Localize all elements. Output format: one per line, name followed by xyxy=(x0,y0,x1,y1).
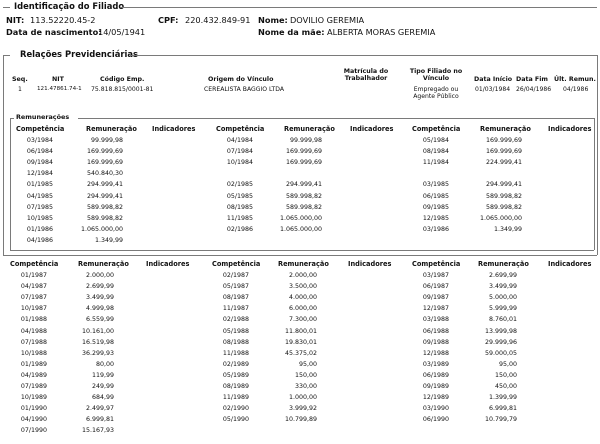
cell-competencia: 07/1985 xyxy=(26,203,54,211)
cell-remuneracao: 10.161,00 xyxy=(81,327,114,335)
cell-competencia: 05/1990 xyxy=(222,416,250,424)
table-row xyxy=(0,372,600,383)
cell-competencia: 03/1986 xyxy=(422,225,450,233)
cell-competencia: 01/1986 xyxy=(26,225,54,233)
header-indicadores: Indicadores xyxy=(152,125,196,133)
cell-remuneracao: 1.065.000,00 xyxy=(80,225,123,233)
cell-remuneracao: 2.499,97 xyxy=(85,405,114,413)
header-nit: NIT xyxy=(52,76,64,83)
cell-remuneracao: 169.999,69 xyxy=(86,148,123,156)
cell-remuneracao: 1.349,99 xyxy=(493,225,522,233)
cell-competencia: 03/1990 xyxy=(422,405,450,413)
cell-remuneracao: 10.799,79 xyxy=(484,416,517,424)
cell-remuneracao: 1.349,99 xyxy=(94,236,123,244)
cell-remuneracao: 3.999,92 xyxy=(288,405,317,413)
cell-remuneracao: 294.999,41 xyxy=(86,181,123,189)
cell-competencia: 11/1985 xyxy=(226,214,254,222)
cell-remuneracao: 80,00 xyxy=(95,360,114,368)
cell-competencia: 07/1990 xyxy=(20,427,48,435)
cell-competencia: 06/1990 xyxy=(422,416,450,424)
cell-remuneracao: 150,00 xyxy=(294,371,317,379)
cell-competencia: 08/1985 xyxy=(226,203,254,211)
cell-competencia: 08/1987 xyxy=(222,294,250,302)
cell-remuneracao: 589.998,82 xyxy=(485,192,522,200)
cpf-value: 220.432.849-91 xyxy=(185,15,251,25)
cell-remuneracao: 6.000,00 xyxy=(288,305,317,313)
nome-value: DOVILIO GEREMIA xyxy=(290,15,365,25)
cell-remuneracao: 6.559,99 xyxy=(85,316,114,324)
cell-competencia: 07/1987 xyxy=(20,294,48,302)
cell-seq: 1 xyxy=(18,86,22,93)
cell-remuneracao: 589.998,82 xyxy=(285,192,322,200)
cell-remuneracao: 13.999,98 xyxy=(484,327,517,335)
header-data-fim: Data Fim xyxy=(516,76,548,83)
table-row xyxy=(0,394,600,405)
cell-competencia: 05/1987 xyxy=(222,283,250,291)
nit-value: 113.52220.45-2 xyxy=(30,15,96,25)
cpf-label: CPF: xyxy=(158,15,179,25)
table-row xyxy=(0,283,600,294)
cell-competencia: 05/1989 xyxy=(222,371,250,379)
cell-competencia: 02/1986 xyxy=(226,225,254,233)
cell-competencia: 02/1985 xyxy=(226,181,254,189)
cell-competencia: 11/1989 xyxy=(222,394,250,402)
cell-competencia: 06/1987 xyxy=(422,283,450,291)
cell-competencia: 04/1989 xyxy=(20,371,48,379)
cell-competencia: 09/1987 xyxy=(422,294,450,302)
table-row xyxy=(0,350,600,361)
cell-competencia: 10/1984 xyxy=(226,159,254,167)
table-row xyxy=(0,170,600,181)
cell-competencia: 12/1984 xyxy=(26,170,54,178)
cell-remuneracao: 6.999,81 xyxy=(488,405,517,413)
frame-line xyxy=(3,55,10,56)
cell-remuneracao: 5.000,00 xyxy=(488,294,517,302)
cell-competencia: 04/1986 xyxy=(26,236,54,244)
header-indicadores: Indicadores xyxy=(146,260,190,268)
cell-data-inicio: 01/03/1984 xyxy=(475,86,511,93)
header-indicadores: Indicadores xyxy=(548,260,592,268)
cell-competencia: 12/1987 xyxy=(422,305,450,313)
table-row xyxy=(0,137,600,148)
table-row xyxy=(0,181,600,192)
cell-competencia: 09/1989 xyxy=(422,383,450,390)
header-tipo: Tipo Filiado no Vínculo xyxy=(409,68,463,83)
cell-competencia: 01/1987 xyxy=(20,272,48,279)
cell-competencia: 12/1988 xyxy=(422,349,450,357)
cell-remuneracao: 16.519,98 xyxy=(81,338,114,346)
cell-remuneracao: 1.399,99 xyxy=(488,394,517,402)
cell-competencia: 02/1987 xyxy=(222,272,250,279)
cell-competencia: 10/1989 xyxy=(20,394,48,402)
cell-competencia: 06/1989 xyxy=(422,371,450,379)
section-title-relacoes: Relações Previdenciárias xyxy=(20,49,138,59)
cell-competencia: 01/1988 xyxy=(20,316,48,324)
header-remuneracao: Remuneração xyxy=(480,125,531,133)
cell-competencia: 06/1984 xyxy=(26,148,54,156)
header-ult-remun: Últ. Remun. xyxy=(554,76,596,83)
cell-remuneracao: 119,99 xyxy=(91,371,114,379)
header-matricula: Matrícula do Trabalhador xyxy=(343,68,389,83)
cell-remuneracao: 8.760,01 xyxy=(488,316,517,324)
header-data-inicio: Data Início xyxy=(474,76,513,83)
cell-remuneracao: 59.000,05 xyxy=(484,349,517,357)
cell-competencia: 10/1985 xyxy=(26,214,54,222)
header-competencia: Competência xyxy=(10,260,59,268)
cell-competencia: 07/1989 xyxy=(20,383,48,390)
header-origem: Origem do Vínculo xyxy=(208,76,274,83)
cell-competencia: 08/1984 xyxy=(422,148,450,156)
cell-remuneracao: 7.300,00 xyxy=(288,316,317,324)
cell-remuneracao: 95,00 xyxy=(298,360,317,368)
cell-remuneracao: 540.840,30 xyxy=(86,170,123,178)
cell-remuneracao: 29.999,96 xyxy=(484,338,517,346)
table-row xyxy=(0,204,600,215)
header-indicadores: Indicadores xyxy=(548,125,592,133)
header-competencia: Competência xyxy=(16,125,65,133)
cell-competencia: 07/1984 xyxy=(226,148,254,156)
cell-remuneracao: 169.999,69 xyxy=(285,148,322,156)
cell-competencia: 09/1984 xyxy=(26,159,54,167)
cell-ult-remun: 04/1986 xyxy=(563,86,589,93)
header-remuneracao: Remuneração xyxy=(284,125,335,133)
cell-remuneracao: 45.375,02 xyxy=(284,349,317,357)
nascimento-value: 14/05/1941 xyxy=(98,27,146,37)
header-remuneracao: Remuneração xyxy=(278,260,329,268)
table-row xyxy=(0,294,600,305)
mae-label: Nome da mãe: xyxy=(258,27,325,37)
cell-remuneracao: 4.000,00 xyxy=(288,294,317,302)
cell-competencia: 03/1987 xyxy=(422,272,450,279)
header-competencia: Competência xyxy=(212,260,261,268)
cell-competencia: 04/1987 xyxy=(20,283,48,291)
header-seq: Seq. xyxy=(12,76,28,83)
cell-remuneracao: 3.500,00 xyxy=(288,283,317,291)
header-codigo-emp: Código Emp. xyxy=(100,76,145,83)
table-row xyxy=(0,215,600,226)
cell-remuneracao: 169.999,69 xyxy=(285,159,322,167)
cell-remuneracao: 1.065.000,00 xyxy=(279,214,322,222)
cell-competencia: 09/1985 xyxy=(422,203,450,211)
cell-competencia: 10/1987 xyxy=(20,305,48,313)
cell-competencia: 01/1989 xyxy=(20,360,48,368)
cell-competencia: 06/1985 xyxy=(422,192,450,200)
table-row xyxy=(0,272,600,283)
cell-competencia: 01/1985 xyxy=(26,181,54,189)
cell-remuneracao: 5.999,99 xyxy=(488,305,517,313)
cell-competencia: 02/1990 xyxy=(222,405,250,413)
cell-remuneracao: 589.998,82 xyxy=(285,203,322,211)
mae-value: ALBERTA MORAS GEREMIA xyxy=(327,27,436,37)
cell-codigo-emp: 75.818.815/0001-81 xyxy=(91,86,154,93)
cell-remuneracao: 150,00 xyxy=(494,371,517,379)
cell-remuneracao: 169.999,69 xyxy=(485,137,522,144)
cell-remuneracao: 1.000,00 xyxy=(288,394,317,402)
section-title-filiado: Identificação do Filiado xyxy=(14,1,125,11)
cell-competencia: 12/1989 xyxy=(422,394,450,402)
frame-line xyxy=(78,118,594,119)
cell-competencia: 04/1985 xyxy=(26,192,54,200)
cell-competencia: 03/1989 xyxy=(422,360,450,368)
cell-remuneracao: 36.299,93 xyxy=(81,349,114,357)
cell-competencia: 01/1990 xyxy=(20,405,48,413)
cell-remuneracao: 3.499,99 xyxy=(488,283,517,291)
cell-competencia: 05/1988 xyxy=(222,327,250,335)
cell-remuneracao: 4.999,98 xyxy=(85,305,114,313)
cell-remuneracao: 1.065.000,00 xyxy=(479,214,522,222)
cell-remuneracao: 589.998,82 xyxy=(485,203,522,211)
nit-label: NIT: xyxy=(6,15,25,25)
cell-competencia: 05/1984 xyxy=(422,137,450,144)
cell-remuneracao: 10.799,89 xyxy=(284,416,317,424)
cell-competencia: 08/1989 xyxy=(222,383,250,390)
cell-remuneracao: 169.999,69 xyxy=(485,148,522,156)
cell-remuneracao: 15.167,93 xyxy=(81,427,114,435)
cell-remuneracao: 11.800,01 xyxy=(284,327,317,335)
cell-competencia: 06/1988 xyxy=(422,327,450,335)
cell-remuneracao: 294.999,41 xyxy=(485,181,522,189)
cell-competencia: 02/1988 xyxy=(222,316,250,324)
cell-remuneracao: 224.999,41 xyxy=(485,159,522,167)
cell-competencia: 04/1984 xyxy=(226,137,254,144)
cell-tipo: Empregado ou Agente Público xyxy=(413,86,459,101)
cell-remuneracao: 589.998,82 xyxy=(86,214,123,222)
cell-remuneracao: 169.999,69 xyxy=(86,159,123,167)
table-row xyxy=(0,148,600,159)
cell-competencia: 09/1988 xyxy=(422,338,450,346)
cell-remuneracao: 684,99 xyxy=(91,394,114,402)
cell-data-fim: 26/04/1986 xyxy=(516,86,552,93)
cell-remuneracao: 1.065.000,00 xyxy=(279,225,322,233)
cell-competencia: 05/1985 xyxy=(226,192,254,200)
header-remuneracao: Remuneração xyxy=(478,260,529,268)
header-indicadores: Indicadores xyxy=(348,260,392,268)
cell-competencia: 10/1988 xyxy=(20,349,48,357)
header-remuneracao: Remuneração xyxy=(86,125,137,133)
cell-remuneracao: 2.699,99 xyxy=(85,283,114,291)
table-row xyxy=(0,405,600,416)
cell-competencia: 04/1990 xyxy=(20,416,48,424)
cell-remuneracao: 99.999,98 xyxy=(90,137,123,144)
header-competencia: Competência xyxy=(412,260,461,268)
table-row xyxy=(0,427,600,438)
cell-remuneracao: 99.999,98 xyxy=(289,137,322,144)
frame-line xyxy=(3,255,597,256)
frame-line xyxy=(10,250,594,251)
cell-remuneracao: 294.999,41 xyxy=(86,192,123,200)
header-indicadores: Indicadores xyxy=(350,125,394,133)
remuneracoes-title: Remunerações xyxy=(16,113,70,121)
cell-competencia: 11/1988 xyxy=(222,349,250,357)
table-row xyxy=(0,328,600,339)
table-row xyxy=(0,159,600,170)
table-row xyxy=(0,193,600,204)
cell-remuneracao: 2.000,00 xyxy=(85,272,114,279)
table-row xyxy=(0,339,600,350)
cell-competencia: 07/1988 xyxy=(20,338,48,346)
cell-origem: CEREALISTA BAGGIO LTDA xyxy=(204,86,285,93)
cell-competencia: 04/1988 xyxy=(20,327,48,335)
cell-competencia: 03/1984 xyxy=(26,137,54,144)
header-remuneracao: Remuneração xyxy=(78,260,129,268)
cell-competencia: 02/1989 xyxy=(222,360,250,368)
cell-competencia: 11/1987 xyxy=(222,305,250,313)
table-row xyxy=(0,383,600,394)
table-row xyxy=(0,237,600,248)
frame-line xyxy=(130,55,597,56)
cell-competencia: 08/1988 xyxy=(222,338,250,346)
table-row xyxy=(0,316,600,327)
cell-competencia: 03/1985 xyxy=(422,181,450,189)
nome-label: Nome: xyxy=(258,15,288,25)
cell-remuneracao: 2.699,99 xyxy=(488,272,517,279)
table-row xyxy=(0,361,600,372)
frame-line xyxy=(3,7,10,8)
cell-competencia: 11/1984 xyxy=(422,159,450,167)
cell-competencia: 03/1988 xyxy=(422,316,450,324)
cell-remuneracao: 3.499,99 xyxy=(85,294,114,302)
table-row xyxy=(0,305,600,316)
table-row xyxy=(0,226,600,237)
cell-remuneracao: 450,00 xyxy=(494,383,517,390)
cell-remuneracao: 2.000,00 xyxy=(288,272,317,279)
nascimento-label: Data de nascimento: xyxy=(6,27,102,37)
header-competencia: Competência xyxy=(216,125,265,133)
cell-nit: 121.47861.74-1 xyxy=(37,86,82,92)
cell-remuneracao: 330,00 xyxy=(294,383,317,390)
cell-remuneracao: 95,00 xyxy=(498,360,517,368)
header-competencia: Competência xyxy=(412,125,461,133)
cell-remuneracao: 589.998,82 xyxy=(86,203,123,211)
cell-remuneracao: 6.999,81 xyxy=(85,416,114,424)
cell-competencia: 12/1985 xyxy=(422,214,450,222)
cell-remuneracao: 249,99 xyxy=(91,383,114,390)
cell-remuneracao: 294.999,41 xyxy=(285,181,322,189)
frame-line xyxy=(121,7,597,8)
cell-remuneracao: 19.830,01 xyxy=(284,338,317,346)
table-row xyxy=(0,416,600,427)
